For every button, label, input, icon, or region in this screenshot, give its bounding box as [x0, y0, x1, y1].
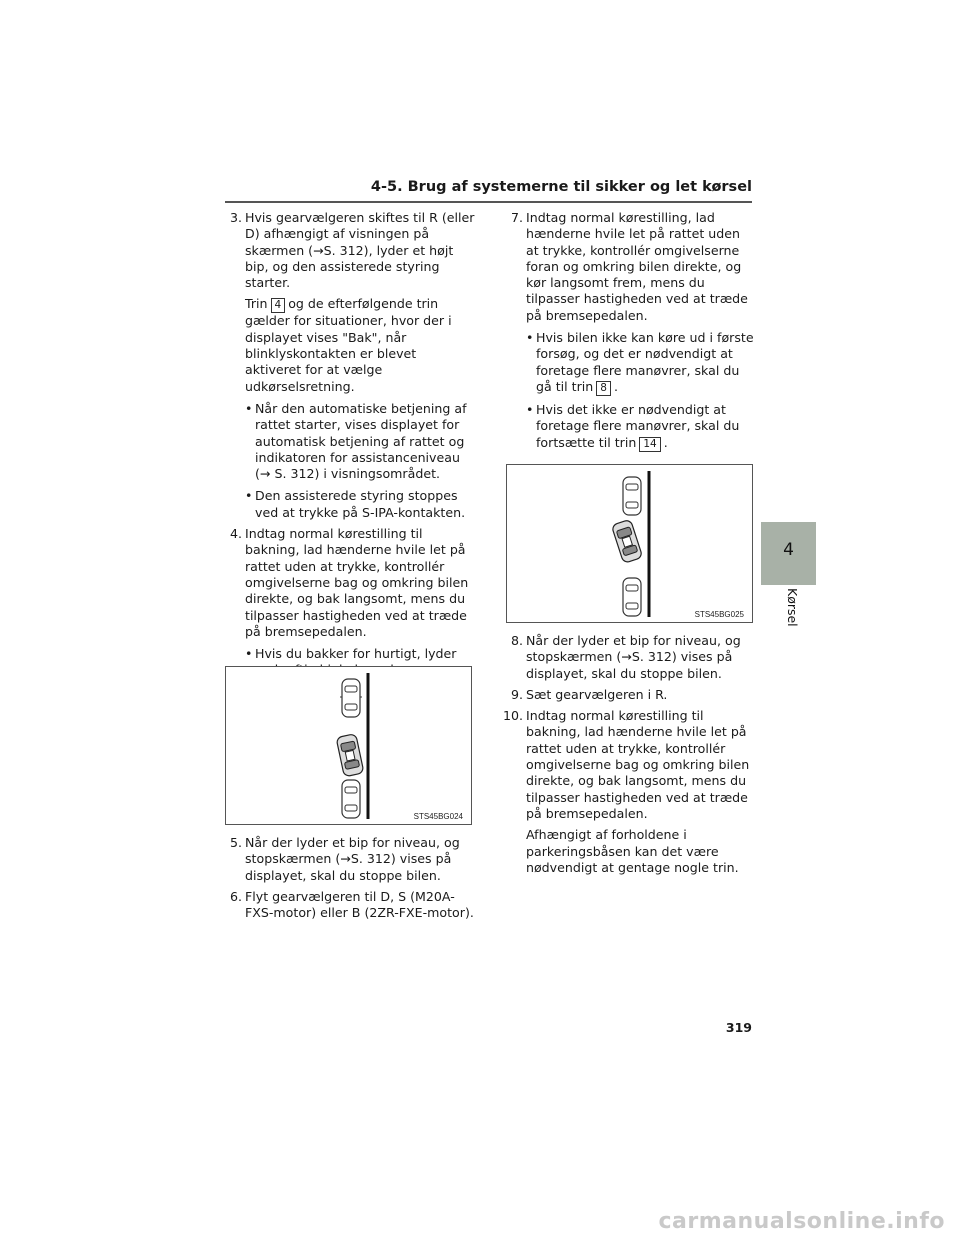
watermark: carmanualsonline.info — [658, 1209, 945, 1234]
chapter-number: 4 — [783, 540, 794, 560]
step-3-bullet-1: • Når den automatiske betjening af rattet starter, vises displayet for automatisk betjening af rattet og indikatoren for assistanceniveau (→ S. 312) i visningsområdet. — [245, 400, 467, 482]
figure-code: STS45BG025 — [694, 610, 744, 619]
right-column — [506, 210, 756, 457]
step-3-note-end: og de efterfølgende trin gælder for situationer, hvor der i displayet vises "Bak", når blinklyskontakten er blevet aktiveret for at vælge udkørselsretning. — [245, 296, 452, 394]
step-10-number: 10. — [502, 708, 523, 724]
step-3-bullet-2: • Den assisterede styring stoppes ved at trykke på S-IPA-kontakten. — [245, 488, 466, 520]
step-7 — [506, 210, 756, 324]
step-ref-box-14: 14 — [639, 437, 660, 452]
step-4-number: 4. — [229, 526, 242, 542]
chapter-label: Kørsel — [785, 588, 800, 627]
step-3-note-start: Trin — [245, 296, 268, 312]
step-3-bullet-1-text: Når den automatiske betjening af rattet starter, vises displayet for automatisk betjening af rattet og indikatoren for assistanceniveau (→ S. 312) i visningsområdet. — [255, 400, 467, 482]
step-ref-box-8: 8 — [596, 381, 611, 396]
maneuvering-car-icon — [336, 734, 364, 777]
step-5-text: Når der lyder et bip for niveau, og stopskærmen (→S. 312) vises på displayet, skal du stoppe bilen. — [245, 835, 460, 883]
maneuvering-car-icon — [611, 519, 642, 563]
step-4-bullet-1-text: Hvis du bakker for hurtigt, lyder — [255, 646, 457, 662]
step-10 — [502, 708, 756, 822]
step-7-bullet-1: • Hvis bilen ikke kan køre ud i første forsøg, og det er nødvendigt at foretage flere manøvrer, skal du gå til trin 8 . — [526, 330, 754, 394]
section-title: 4-5. Brug af systemerne til sikker og let kørsel — [370, 179, 752, 195]
step-6 — [225, 889, 475, 922]
step-7-bullet-2: • Hvis det ikke er nødvendigt at foretage flere manøvrer, skal du fortsætte til trin 14 . — [526, 401, 740, 450]
parked-car-front-icon — [340, 679, 362, 717]
header-divider — [225, 201, 752, 203]
step-3-bullet-2-text: Den assisterede styring stoppes ved at trykke på S-IPA-kontakten. — [255, 488, 466, 520]
step-7-bullet-2-text: Hvis det ikke er nødvendigt at foretage flere manøvrer, skal du fortsætte til trin — [536, 401, 740, 450]
step-8-text: Når der lyder et bip for niveau, og stopskærmen (→S. 312) vises på displayet, skal du stoppe bilen. — [526, 633, 741, 681]
parked-car-front-icon — [623, 477, 641, 515]
step-6-number: 6. — [229, 888, 242, 904]
step-3-text: Hvis gearvælgeren skiftes til R (eller D) afhængigt af visningen på skærmen (→S. 312), lyder et højt bip, og den assisterede styring starter. — [245, 210, 475, 291]
step-9-text: Sæt gearvælgeren i R. — [526, 686, 668, 702]
parking-diagram-2 — [507, 465, 752, 622]
step-3 — [225, 210, 475, 291]
parking-diagram-1 — [226, 667, 471, 824]
step-7-bullet-1-text: Hvis bilen ikke kan køre ud i første forsøg, og det er nødvendigt at foretage flere manøvrer, skal du gå til trin — [536, 330, 754, 394]
step-7-text: Indtag normal kørestilling, lad hænderne hvile let på rattet uden at trykke, kontrollér omgivelserne foran og omkring bilen direkte, og kør langsomt frem, mens du tilpasser hastigheden ved at træde på bremsepedalen. — [526, 210, 748, 323]
step-4 — [225, 526, 475, 640]
step-4-text: Indtag normal kørestilling til bakning, lad hænderne hvile let på rattet uden at trykke, kontrollér omgivelserne bag og omkring bilen direkte, og bak langsomt, mens du tilpasser hastigheden ved at træde på bremsepedalen. — [245, 526, 469, 639]
parking-illustration-1 — [225, 666, 472, 825]
step-ref-box-4: 4 — [271, 298, 286, 313]
parked-car-rear-icon — [342, 780, 360, 818]
step-6-text: Flyt gearvælgeren til D, S (M20A-FXS-motor) eller B (2ZR-FXE-motor). — [245, 888, 474, 921]
right-column-lower — [502, 633, 756, 881]
step-10-note: Afhængigt af forholdene i parkeringsbåsen kan det være nødvendigt at gentage nogle trin. — [526, 827, 739, 875]
step-9-number: 9. — [510, 686, 523, 702]
step-8 — [506, 633, 756, 682]
step-3-note — [225, 296, 475, 394]
step-9 — [506, 687, 756, 703]
left-column — [225, 210, 475, 716]
step-7-number: 7. — [510, 210, 523, 225]
figure-code: STS45BG024 — [413, 812, 463, 821]
step-4-bullet-1: • Hvis du bakker for hurtigt, lyder — [225, 646, 475, 711]
step-3-number: 3. — [229, 210, 242, 225]
parking-illustration-2 — [506, 464, 753, 623]
left-column-lower — [225, 835, 475, 926]
step-5-number: 5. — [229, 835, 242, 850]
step-8-number: 8. — [510, 633, 523, 648]
parked-car-rear-icon — [623, 578, 641, 616]
page-number: 319 — [725, 1020, 752, 1035]
step-5 — [225, 835, 475, 884]
step-10-text: Indtag normal kørestilling til bakning, lad hænderne hvile let på rattet uden at trykke, kontrollér omgivelserne bag og omkring bilen direkte, og bak langsomt, mens du tilpasser hastigheden ved at træde på bremsepedalen. — [526, 708, 750, 821]
